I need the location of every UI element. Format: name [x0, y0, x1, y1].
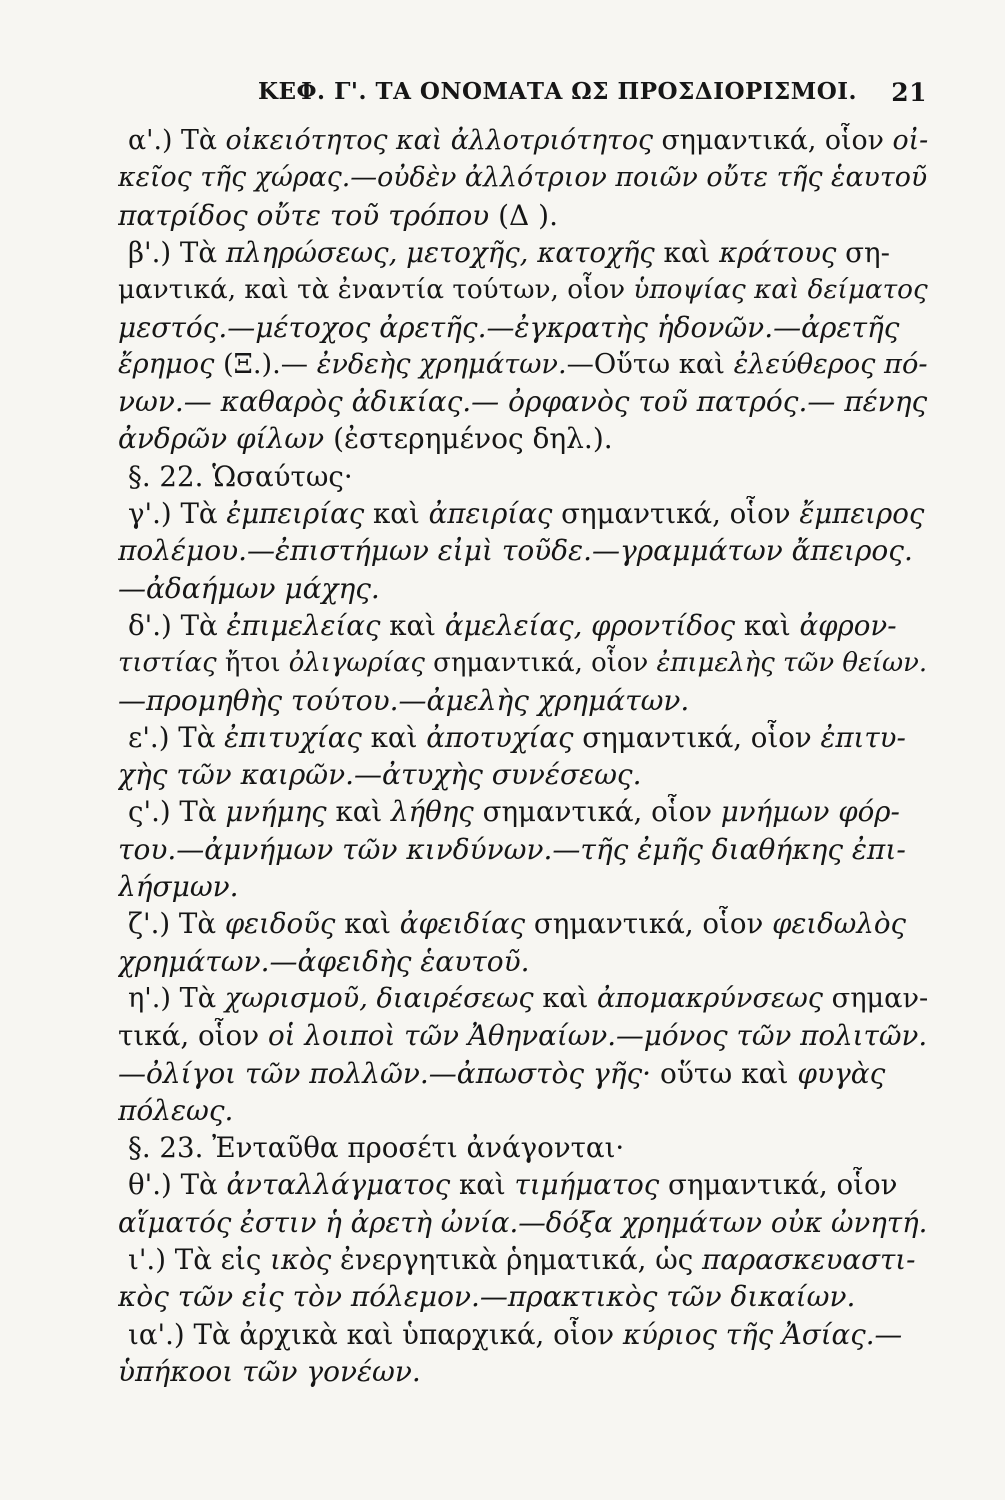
text-line — [118, 869, 928, 905]
greek-example-text: ἔμπειρος — [799, 497, 925, 530]
body-text: §. 22. Ὡσαύτως· — [128, 459, 353, 493]
text-line — [118, 123, 938, 159]
greek-example-text: νων.— καθαρὸς ἀδικίας.— ὀρφανὸς τοῦ πατρός.— πένης — [118, 385, 928, 419]
text-line — [118, 1279, 928, 1315]
greek-example-text: ἔρημος — [118, 348, 215, 380]
greek-example-text: φειδωλὸς — [772, 907, 906, 941]
text-line — [118, 533, 928, 569]
text-line — [118, 272, 928, 308]
text-line — [118, 1242, 938, 1278]
greek-example-text: ἀποτυχίας — [426, 720, 574, 754]
greek-example-text: ἀφειδίας — [399, 907, 526, 941]
greek-example-text: μνήμων φόρ- — [720, 795, 900, 829]
body-text: η'.) Τὰ — [128, 982, 225, 1014]
page-number: 21 — [891, 78, 927, 107]
text-line — [118, 944, 928, 980]
greek-example-text: ἐμπειρίας — [226, 497, 365, 530]
greek-example-text: ἐπιτυχίας — [224, 720, 362, 754]
greek-example-text: ὑποψίας καὶ δείματος — [633, 275, 928, 306]
greek-example-text: χὴς τῶν καιρῶν.—ἀτυχὴς συνέσεως. — [118, 758, 642, 792]
body-text: ε'.) Τὰ — [128, 720, 225, 754]
body-text: ἐνεργητικὰ ῥηματικά, ὡς — [331, 1243, 703, 1276]
greek-example-text: κεῖος τῆς χώρας.—οὐδὲν ἀλλότριον ποιῶν οὔτε τῆς ἑαυτοῦ — [118, 162, 928, 194]
text-line — [118, 1093, 928, 1129]
greek-example-text: —ὀλίγοι τῶν πολλῶν.—ἀπωστὸς γῆς· — [118, 1056, 652, 1090]
greek-example-text: πληρώσεως, μετοχῆς, κατοχῆς — [225, 235, 655, 269]
greek-example-text: ἀμελείας, φροντίδος — [444, 608, 736, 642]
body-text: §. 23. Ἐνταῦθα προσέτι ἀνάγονται· — [128, 1131, 625, 1165]
body-text: (Ξ.).— — [214, 348, 317, 380]
body-text: ση- — [836, 235, 890, 269]
text-line — [118, 235, 938, 271]
body-text: καὶ — [361, 720, 427, 754]
body-text: σημαντικά, οἷον — [659, 1168, 898, 1202]
body-text: σημαντικά, οἷον — [552, 497, 800, 530]
greek-example-text: κύριος τῆς Ἀσίας.— — [622, 1317, 903, 1351]
greek-example-text: φυγὰς — [797, 1056, 886, 1090]
greek-example-text: ἀπειρίας — [428, 497, 553, 530]
text-line — [118, 1317, 938, 1353]
body-text: καὶ — [735, 608, 800, 642]
text-line — [118, 347, 928, 383]
text-line — [118, 160, 928, 196]
greek-example-text: ἐπιμελείας — [226, 608, 381, 642]
body-text: σημαντικά, οἷον — [653, 125, 893, 156]
text-line — [118, 496, 938, 532]
body-text: —Οὕτω καὶ — [566, 348, 734, 380]
body-text: καὶ — [450, 1168, 515, 1202]
body-text: ι'.) Τὰ εἰς — [128, 1243, 271, 1276]
greek-example-text: λήθης — [391, 795, 474, 829]
text-line — [118, 1205, 928, 1241]
greek-example-text: χρημάτων.—ἀφειδὴς ἑαυτοῦ. — [118, 944, 530, 978]
text-line — [118, 1130, 938, 1166]
body-text: καὶ — [380, 608, 445, 642]
body-text: σημαντικά, οἷον — [473, 795, 721, 829]
body-text: (Δ ). — [489, 198, 558, 232]
body-text: σημαντικά, οἷον — [573, 720, 821, 754]
greek-example-text: τιμήματος — [514, 1168, 660, 1202]
body-text: ζ'.) Τὰ — [128, 907, 225, 941]
greek-example-text: ἐνδεὴς χρημάτων. — [316, 348, 567, 380]
greek-example-text: οἱ λοιποὶ τῶν Ἀθηναίων.—μόνος τῶν πολιτῶν. — [267, 1019, 928, 1053]
text-line — [118, 1354, 928, 1390]
greek-example-text: φειδοῦς — [224, 907, 336, 941]
body-text: σημαν- — [823, 982, 929, 1014]
greek-example-text: αἵματός ἐστιν ἡ ἀρετὴ ὠνία.—δόξα χρημάτων οὐκ ὠνητή. — [118, 1205, 928, 1239]
body-text: γ'.) Τὰ — [128, 497, 227, 530]
greek-example-text: —ἀδαήμων μάχης. — [118, 571, 380, 605]
text-line — [118, 310, 928, 346]
greek-example-text: ἐπιμελὴς τῶν θείων. — [656, 648, 928, 679]
text-line — [118, 571, 928, 607]
body-text: β'.) Τὰ — [128, 235, 226, 269]
body-text: δ'.) Τὰ — [128, 608, 227, 642]
greek-example-text: ἀνταλλάγματος — [226, 1168, 451, 1202]
text-line — [118, 757, 928, 793]
body-text: ς'.) Τὰ — [128, 795, 226, 829]
greek-example-text: κὸς τῶν εἰς τὸν πόλεμον.—πρακτικὸς τῶν δικαίων. — [118, 1280, 856, 1314]
greek-example-text: ικὸς — [270, 1243, 332, 1276]
text-line — [118, 421, 928, 457]
greek-example-text: ἐλεύθερος πό- — [733, 348, 928, 380]
text-line — [118, 720, 938, 756]
greek-example-text: παρασκευαστι- — [702, 1243, 916, 1276]
greek-example-text: τιστίας — [118, 648, 217, 679]
greek-example-text: πολέμου.—ἐπιστήμων εἰμὶ τοῦδε.—γραμμάτων ἄπειρος. — [118, 534, 913, 568]
greek-example-text: του.—ἀμνήμων τῶν κινδύνων.—τῆς ἐμῆς διαθήκης ἐπι- — [118, 832, 906, 866]
greek-example-text: ὑπήκοοι τῶν γονέων. — [118, 1354, 421, 1388]
text-line — [118, 1056, 928, 1092]
greek-example-text: οἰκειότητος καὶ ἀλλοτριότητος — [225, 125, 653, 156]
body-text: θ'.) Τὰ — [128, 1168, 227, 1202]
body-text: μαντικά, καὶ τὰ ἐναντία τούτων, οἷον — [118, 275, 634, 306]
greek-example-text: πόλεως. — [118, 1093, 234, 1127]
body-text: σημαντικά, οἷον — [424, 648, 657, 679]
text-line — [118, 794, 938, 830]
greek-example-text: μεστός.—μέτοχος ἀρετῆς.—ἐγκρατὴς ἡδονῶν.—ἀρετῆς — [118, 310, 900, 344]
text-line — [118, 981, 938, 1017]
body-text: καὶ — [364, 497, 429, 530]
body-text: σημαντικά, οἷον — [525, 907, 773, 941]
body-text: ἤτοι — [216, 648, 289, 679]
text-line — [118, 608, 938, 644]
body-text: ια'.) Τὰ ἀρχικὰ καὶ ὑπαρχικά, οἷον — [128, 1317, 623, 1351]
text-line — [118, 384, 928, 420]
greek-example-text: ἀπομακρύνσεως — [596, 982, 824, 1014]
greek-example-text: οἰ- — [892, 125, 929, 156]
body-text: α'.) Τὰ — [128, 125, 226, 156]
body-text: καὶ — [335, 907, 400, 941]
greek-example-text: πατρίδος οὔτε τοῦ τρόπου — [118, 198, 490, 232]
greek-example-text: μνήμης — [225, 795, 327, 829]
greek-example-text: —προμηθὴς τούτου.—ἀμελὴς χρημάτων. — [118, 683, 690, 717]
greek-example-text: λήσμων. — [118, 870, 239, 903]
greek-example-text: κράτους — [719, 235, 837, 269]
chapter-title: ΚΕΦ. Γ'. ΤΑ ΟΝΟΜΑΤΑ ΩΣ ΠΡΟΣΔΙΟΡΙΣΜΟΙ. — [258, 78, 858, 105]
body-text: καὶ — [533, 982, 597, 1014]
text-line — [118, 906, 938, 942]
greek-example-text: χωρισμοῦ, διαιρέσεως — [224, 982, 534, 1014]
text-line — [118, 198, 928, 234]
body-text: τικά, οἷον — [118, 1019, 268, 1053]
text-line — [118, 1018, 928, 1054]
text-line — [118, 683, 928, 719]
text-line — [118, 832, 928, 868]
body-text: καὶ — [654, 235, 720, 269]
greek-example-text: ἀνδρῶν φίλων — [118, 422, 325, 456]
greek-example-text: ὀλιγωρίας — [288, 648, 425, 679]
text-line — [118, 1167, 938, 1203]
text-line — [118, 645, 928, 681]
greek-example-text: ἐπιτυ- — [820, 720, 906, 754]
body-text: καὶ — [326, 795, 392, 829]
running-header — [118, 78, 927, 112]
body-text: οὕτω καὶ — [651, 1056, 798, 1090]
greek-example-text: ἀφρον- — [799, 608, 897, 642]
text-line — [118, 459, 938, 495]
body-text: (ἐστερημένος δηλ.). — [324, 422, 613, 456]
